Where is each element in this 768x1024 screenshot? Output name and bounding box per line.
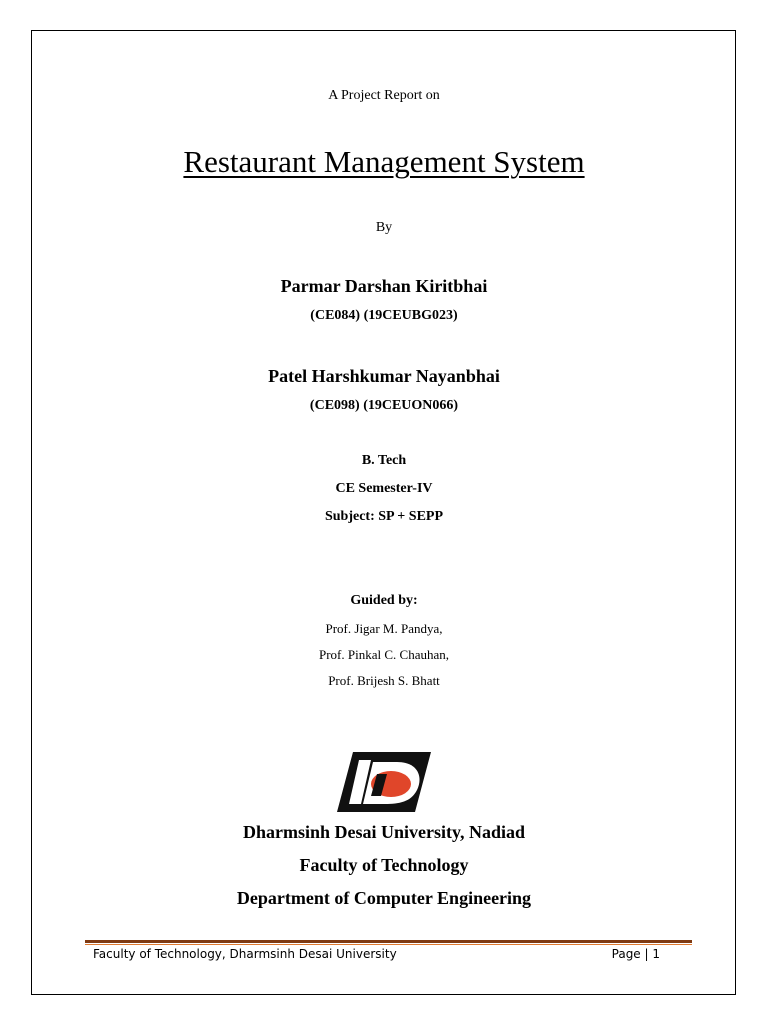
by-label: By: [375, 220, 393, 235]
faculty-name: Faculty of Technology: [299, 855, 469, 875]
report-intro: A Project Report on: [328, 88, 440, 103]
footer-rule-dark: [85, 940, 692, 943]
footer-faculty-text: Faculty of Technology, Dharmsinh Desai University: [93, 947, 397, 961]
university-logo: [337, 752, 431, 812]
department-name: Department of Computer Engineering: [236, 888, 532, 908]
footer-rule-light: [85, 944, 692, 945]
report-title: Restaurant Management System: [183, 144, 585, 179]
author-1-ids: (CE084) (19CEUBG023): [310, 308, 458, 323]
degree: B. Tech: [361, 453, 407, 468]
guide-3: Prof. Brijesh S. Bhatt: [328, 673, 440, 688]
author-1-name: Parmar Darshan Kiritbhai: [280, 276, 488, 296]
semester: CE Semester-IV: [335, 481, 433, 496]
subject: Subject: SP + SEPP: [324, 509, 444, 524]
guide-2: Prof. Pinkal C. Chauhan,: [319, 647, 449, 662]
guide-1: Prof. Jigar M. Pandya,: [325, 621, 443, 636]
guided-by-heading: Guided by:: [350, 593, 418, 608]
university-name: Dharmsinh Desai University, Nadiad: [242, 822, 526, 842]
author-2-name: Patel Harshkumar Nayanbhai: [268, 366, 500, 386]
author-2-ids: (CE098) (19CEUON066): [309, 398, 459, 413]
footer-page-number: Page | 1: [611, 947, 660, 961]
footer-rule: [85, 940, 692, 945]
